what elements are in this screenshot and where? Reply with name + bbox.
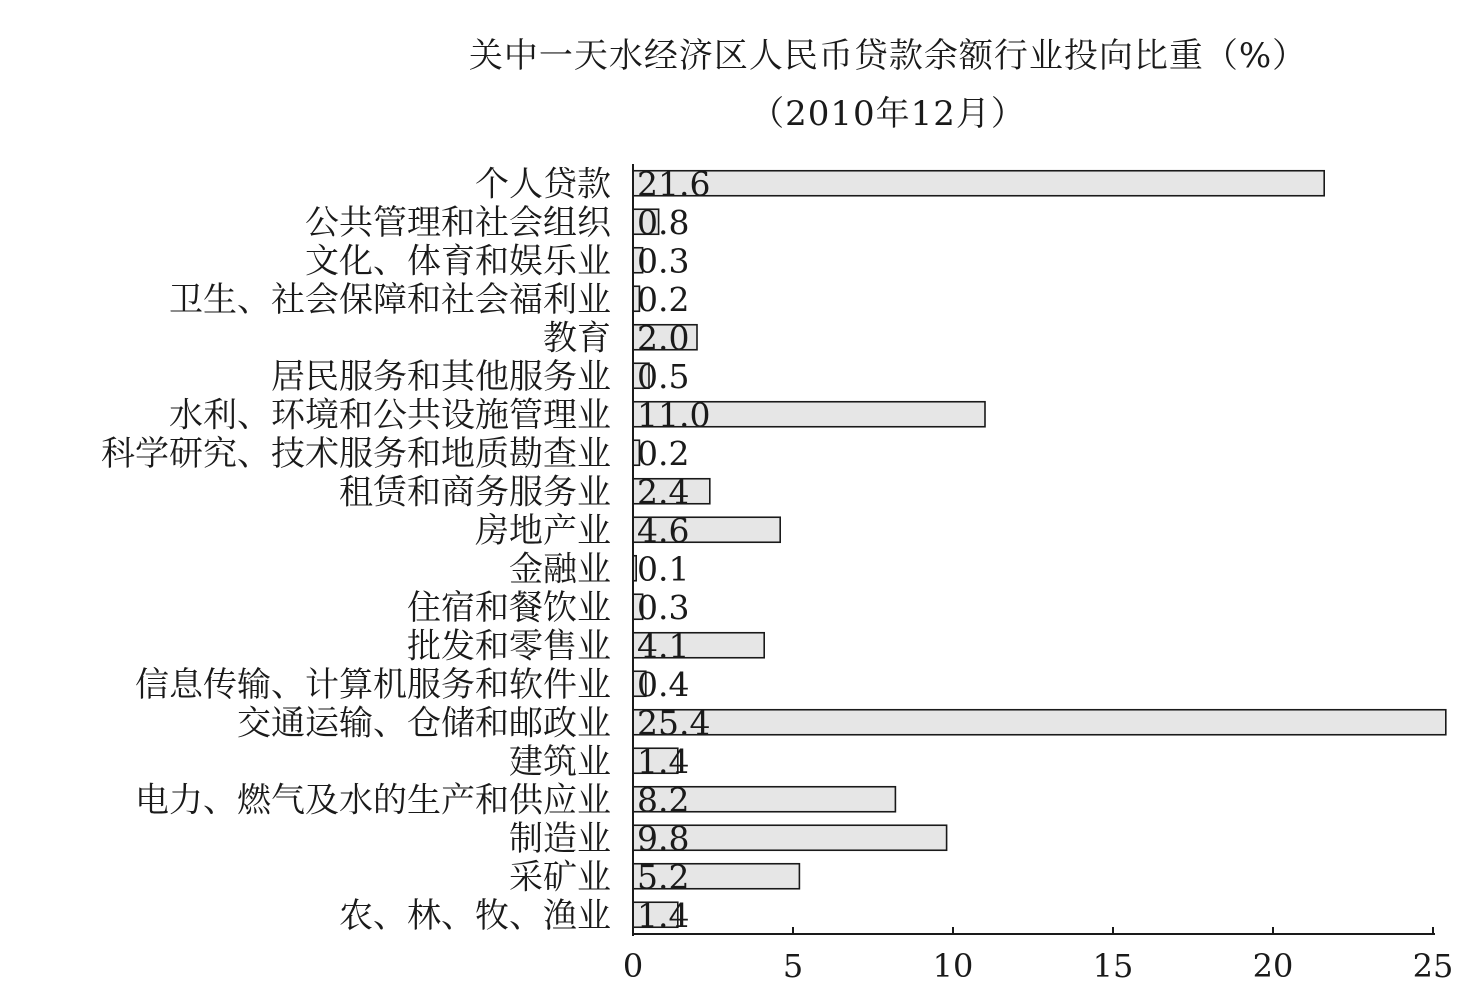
category-label: 交通运输、仓储和邮政业 (237, 703, 611, 744)
data-label: 9.8 (637, 818, 690, 858)
category-label: 个人贷款 (475, 164, 611, 205)
chart-title: 关中一天水经济区人民币贷款余额行业投向比重（%） (468, 36, 1308, 76)
category-label: 科学研究、技术服务和地质勘查业 (101, 433, 611, 474)
category-label: 房地产业 (475, 510, 611, 551)
x-tick-label: 10 (932, 947, 974, 985)
category-label: 建筑业 (509, 741, 611, 782)
category-label: 文化、体育和娱乐业 (305, 241, 611, 282)
data-label: 1.4 (637, 741, 690, 781)
category-label: 采矿业 (509, 857, 611, 898)
chart-subtitle: （2010年12月） (750, 94, 1026, 134)
data-label: 21.6 (637, 164, 711, 204)
data-label: 0.2 (637, 279, 690, 319)
x-tick-label: 5 (782, 947, 804, 985)
category-label: 住宿和餐饮业 (407, 587, 611, 628)
data-label: 0.2 (637, 433, 690, 473)
data-label: 2.4 (637, 472, 690, 512)
bar (633, 710, 1446, 735)
data-label: 0.8 (637, 202, 690, 242)
data-label: 4.6 (637, 510, 690, 550)
data-label: 0.3 (637, 587, 690, 627)
data-label: 11.0 (637, 395, 711, 435)
category-label: 信息传输、计算机服务和软件业 (135, 664, 611, 705)
category-label: 农、林、牧、渔业 (339, 895, 611, 936)
x-tick-label: 0 (622, 947, 644, 985)
data-label: 0.1 (637, 549, 690, 589)
data-label: 0.5 (637, 356, 690, 396)
category-label: 水利、环境和公共设施管理业 (169, 395, 611, 436)
data-label: 8.2 (637, 780, 690, 820)
data-label: 0.4 (637, 664, 690, 704)
data-label: 0.3 (637, 241, 690, 281)
category-label: 金融业 (509, 549, 611, 590)
data-label: 25.4 (637, 703, 711, 743)
data-label: 1.4 (637, 895, 690, 935)
data-label: 4.1 (637, 626, 690, 666)
category-label: 批发和零售业 (407, 626, 611, 667)
category-label: 居民服务和其他服务业 (271, 356, 611, 397)
category-label: 电力、燃气及水的生产和供应业 (135, 780, 611, 821)
category-label: 公共管理和社会组织 (305, 202, 611, 243)
x-tick-label: 25 (1412, 947, 1454, 985)
x-tick-label: 20 (1252, 947, 1294, 985)
bar (633, 171, 1324, 196)
category-label: 租赁和商务服务业 (339, 472, 611, 513)
category-label: 教育 (543, 318, 611, 359)
data-label: 5.2 (637, 857, 690, 897)
category-label: 制造业 (509, 818, 611, 859)
data-label: 2.0 (637, 318, 690, 358)
x-tick-label: 15 (1092, 947, 1134, 985)
category-label: 卫生、社会保障和社会福利业 (169, 279, 611, 320)
